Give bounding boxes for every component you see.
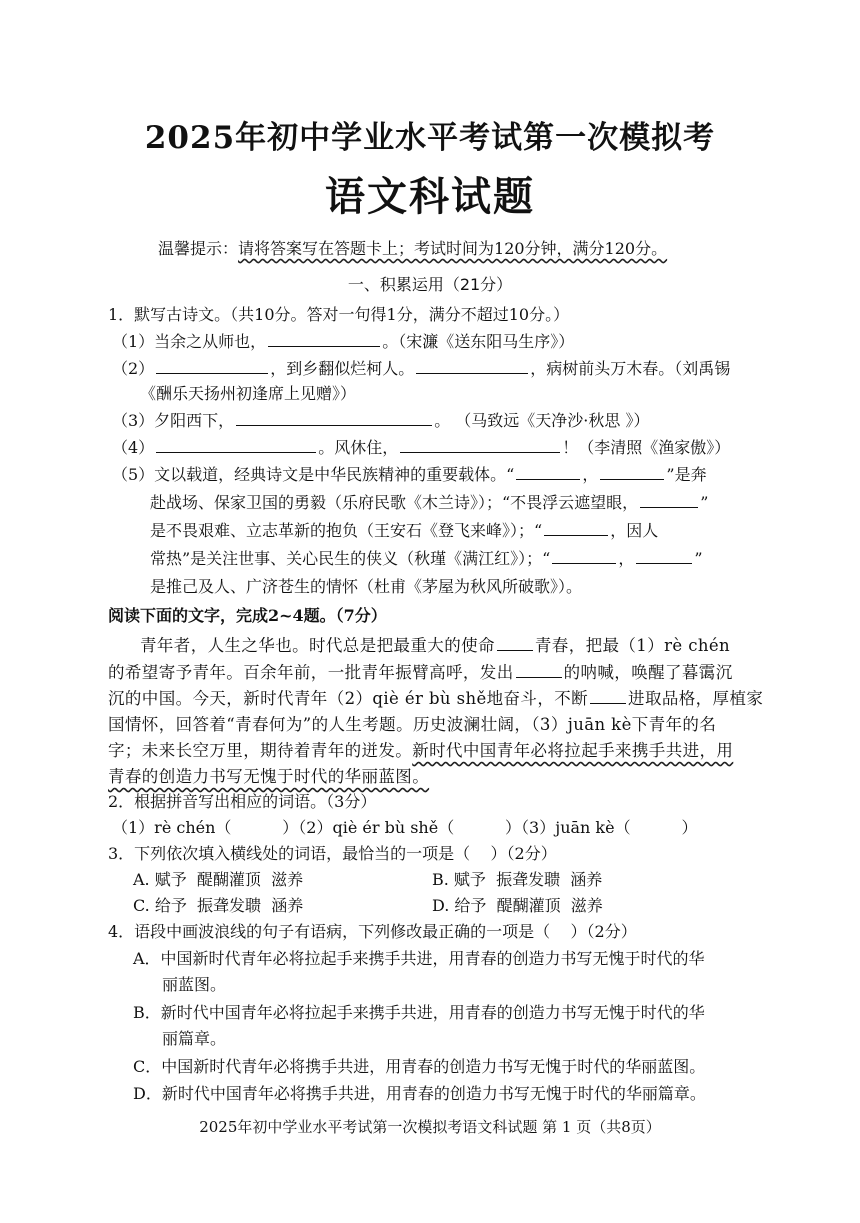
q1-part2-text-b: ，到乡翻似烂柯人。 [270, 359, 415, 378]
tip-label: 温馨提示： [158, 239, 239, 258]
reading-heading: 阅读下面的文字，完成2~4题。（7分） [108, 606, 387, 625]
q1-stem: 1．默写古诗文。（共10分。答对一句得1分，满分不超过10分。） [108, 305, 570, 324]
reading-text: 的希望寄予青年。百余年前，一批青年振臂高呼，发出 [108, 663, 514, 682]
q1-part3-text-b: 。 （马致远《天净沙·秋思 》） [434, 411, 650, 430]
q3-option-c: C. 给予 振聋发聩 涵养 [133, 896, 304, 915]
q3-option-d: D. 给予 醍醐灌顶 滋养 [432, 896, 603, 915]
q1-part1 [112, 329, 574, 352]
q1-part5-text: （5）文以载道，经典诗文是中华民族精神的重要载体。“ [112, 465, 515, 484]
q1-part2-text-a: （2） [112, 359, 155, 378]
q1-part5-text: ”是奔 [666, 465, 707, 484]
q1-part5-text: ， [582, 465, 599, 484]
reading-line1 [140, 632, 730, 656]
q1-part5-line2 [150, 490, 708, 513]
reading-line4: 国情怀，回答着“青春何为”的人生考题。历史波澜壮阔，（3）juān kè下青年的名 [108, 715, 717, 734]
q1-part5-line1 [112, 462, 707, 485]
reading-text: 青年者，人生之华也。时代总是把最重大的使命 [140, 636, 495, 655]
q1-part2 [112, 356, 730, 379]
answer-blank [400, 451, 560, 453]
reading-line6: 青春的创造力书写无愧于时代的华丽蓝图。 [108, 767, 430, 786]
q1-part4-text-a: （4） [112, 438, 155, 457]
q2-stem: 2．根据拼音写出相应的词语。（3分） [108, 792, 377, 811]
q1-part2-source: 《酬乐天扬州初逢席上见赠》） [140, 384, 357, 403]
reading-line5 [108, 737, 733, 761]
q3-option-a: A. 赋予 醍醐灌顶 滋养 [133, 870, 304, 889]
q1-part4-text-b: 。风休住， [318, 438, 399, 457]
q1-part5-text: ” [694, 549, 703, 568]
answer-blank [497, 649, 533, 651]
q1-part5-text: 赴战场、保家卫国的勇毅（乐府民歌《木兰诗》）；“不畏浮云遮望眼， [150, 493, 639, 512]
answer-blank [156, 372, 268, 374]
q1-part5-text: 常热”是关注世事、关心民生的侠义（秋瑾《满江红》）；“ [150, 549, 551, 568]
q1-part1-text-b: 。（宋濂《送东阳马生序》） [382, 332, 575, 351]
q1-part5-line4 [150, 546, 703, 569]
exam-title: 2025年初中学业水平考试第一次模拟考 [144, 120, 716, 156]
q4-option-a: A．中国新时代青年必将拉起手来携手共进，用青春的创造力书写无愧于时代的华 [133, 949, 705, 968]
reading-text: 青春，把最（1）rè chén [534, 636, 731, 655]
answer-blank [236, 424, 432, 426]
q1-part4 [112, 435, 730, 458]
reading-text: 沉的中国。今天，新时代青年（2）qiè ér bù shě地奋斗，不断 [108, 689, 589, 708]
exam-subtitle: 语文科试题 [325, 173, 535, 220]
wavy-sentence: 新时代中国青年必将拉起手来携手共进，用 [412, 741, 734, 760]
answer-blank [636, 562, 692, 564]
q1-part2-text-c: ，病树前头万木春。（刘禹锡 [530, 359, 731, 378]
reading-line3 [108, 685, 763, 709]
q2-answer-line: （1）rè chén（ ）（2）qiè ér bù shě（ ）（3）juān kè（ ） [112, 818, 698, 837]
answer-blank [552, 562, 616, 564]
q1-part5-line5: 是推己及人、广济苍生的情怀（杜甫《茅屋为秋风所破歌》）。 [150, 577, 583, 596]
section-heading: 一、积累运用（21分） [347, 275, 513, 294]
answer-blank [600, 478, 664, 480]
reading-text: 的呐喊，唤醒了暮霭沉 [563, 663, 733, 682]
q4-option-d: D．新时代中国青年必将携手共进，用青春的创造力书写无愧于时代的华丽篇章。 [133, 1084, 706, 1103]
answer-blank [416, 372, 528, 374]
reading-text: 进取品格，厚植家 [628, 689, 764, 708]
q3-option-b: B. 赋予 振聋发聩 涵养 [432, 870, 603, 889]
q4-option-b-cont: 丽篇章。 [162, 1029, 227, 1048]
q1-part5-text: 是不畏艰难、立志革新的抱负（王安石《登飞来峰》）；“ [150, 521, 543, 540]
answer-blank [640, 506, 698, 508]
answer-blank [590, 702, 626, 704]
q1-part3-text-a: （3）夕阳西下， [112, 411, 235, 430]
answer-blank [156, 451, 316, 453]
page-footer: 2025年初中学业水平考试第一次模拟考语文科试题 第 1 页（共8页） [199, 1118, 661, 1136]
q4-option-b: B．新时代中国青年必将拉起手来携手共进，用青春的创造力书写无愧于时代的华 [133, 1003, 705, 1022]
q1-part1-text-a: （1）当余之从师也， [112, 332, 267, 351]
answer-blank [544, 534, 608, 536]
q4-option-a-cont: 丽蓝图。 [162, 975, 227, 994]
q4-option-c: C．中国新时代青年必将携手共进，用青春的创造力书写无愧于时代的华丽蓝图。 [133, 1057, 706, 1076]
q1-part5-text: ，因人 [610, 521, 659, 540]
answer-blank [516, 478, 580, 480]
q1-part3 [112, 408, 649, 431]
reading-line2 [108, 659, 733, 683]
q1-part5-text: ” [700, 493, 709, 512]
q1-part4-text-c: ！（李清照《渔家傲》） [562, 438, 731, 457]
q4-stem: 4．语段中画波浪线的句子有语病，下列修改最正确的一项是（ ）（2分） [108, 922, 637, 941]
q1-part5-line3 [150, 518, 658, 541]
tip-text: 请将答案写在答题卡上；考试时间为120分钟，满分120分。 [238, 239, 668, 258]
warm-tip [158, 236, 667, 259]
answer-blank [516, 676, 562, 678]
q1-part5-text: ， [618, 549, 635, 568]
q3-stem: 3．下列依次填入横线处的词语，最恰当的一项是（ ）（2分） [108, 844, 557, 863]
answer-blank [268, 345, 380, 347]
reading-text: 字；未来长空万里，期待着青年的迸发。 [108, 741, 413, 760]
